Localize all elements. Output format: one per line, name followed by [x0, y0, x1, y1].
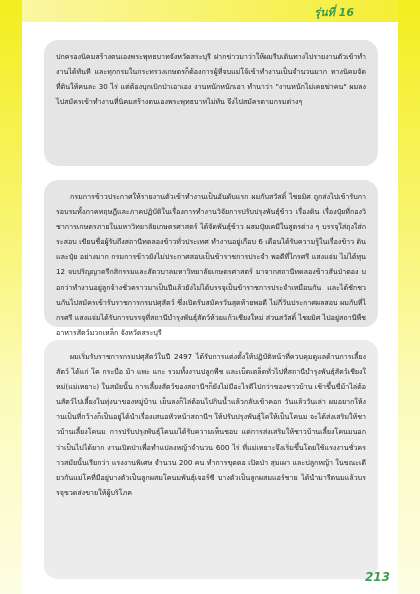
left-decorative-band [0, 0, 22, 594]
round-label: รุ่นที่ 16 [314, 6, 354, 19]
text-panel-1 [44, 40, 378, 166]
page-number: 213 [364, 570, 390, 584]
paragraph-1: ปกครองนิคมสร้างตนเองพระพุทธบาทจังหวัดสระบุรี ฝากข่าวมาว่าให้ผมรีบเดินทางไปรายงานตัวเข้าทำงานได้ทันที และทุกกรมในกระทรวงเกษตรก็ต้องการผู้ที่จบแม่โจ้เข้าทำงานเป็นจำนวนมาก ทางนิคมจัดที่ดินให้คนละ 30 ไร่ แต่ต้องบุกเบิกป่าเอาเอง งานหนักหนักเอา ทำนาว่า "งานหนักไม่เคยฆ่าคน" ผมลงไปสมัครเข้าทำงานที่นิคมสร้างตนเองพระพุทธบาทไม่ทัน จึงไปสมัครตามกรมต่างๆ [56, 52, 366, 107]
paragraph-2: กรมการข้าวประกาศให้รายงานตัวเข้าทำงานเป็นอันดับแรก ผมกับสวัสดิ์ ไชยมิศ ถูกส่งไปเข้ารับการอบรมทั้งภาคทฤษฎีและภาคปฏิบัติในเรื่องการทำงานวิจัยการปรับปรุงพันธุ์ข้าว เรื่องดิน เรื่องปุ๋ยที่กองวิชาการเกษตรภายในมหาวิทยาลัยเกษตรศาสตร์ ได้จัดพันธุ์ข้าว ผสมปุ๋ยเคมีในสูตรต่าง ๆ บรรจุใส่ถุงใส่กระสอบ เขียนชื่อผู้รับถึงสถานีทดลองข้าวทั่วประเทศ ทำงานอยู่เกือบ 6 เดือนได้รับความรู้ในเรื่องข้าว ดินและปุ๋ย อย่างมาก กรมการข้าวยังไม่ประกาศสอบเป็นข้าราชการประจำ พอดีที่ไกรศรี แสงแจ่ม ไม่ได้ทุน 12 จบปริญญาตรีกสิกรรมและสัตวบาลมหาวิทยาลัยเกษตรศาสตร์ มาจากสถานีทดลองข้าวสันป่าตอง บอกว่าทำงานอยู่ลูกจ้างชั่วคราวมาเป็นปีแล้วยังไม่ได้บรรจุเป็นข้าราชการประจำเหมือนกัน และได้ชักชวนกันไปสมัครเข้ารับราชการกรมปศุสัตว์ ซึ่งเปิดรับสมัครวันสุดท้ายพอดี ไม่กี่วันประกาศผลสอบ ผมกับที่ไกรศรี แสงแจ่มได้รับการบรรจุที่สถานีบำรุงพันธุ์สัตว์ห้วยแก้วเชียงใหม่ ส่วนสวัสดิ์ ไชยมิศ ไปอยู่สถานีพืชอาหารสัตว์มวกเหล็ก จังหวัดสระบุรี [56, 192, 366, 337]
header-bar [22, 0, 398, 22]
right-decorative-band [398, 0, 420, 594]
text-panel-3 [44, 340, 378, 579]
paragraph-3: ผมเริ่มรับราชการกรมปศุสัตว์ในปี 2497 ได้รับการแต่งตั้งให้ปฏิบัติหน้าที่ควบคุมดูแลด้านการเลี้ยงสัตว์ ได้แก่ โค กระบือ ม้า แพะ แกะ รวมทั้งงานปลูกพืช และเบ็ดเตล็ดทั่วไปที่สถานีบำรุงพันธุ์สัตว์เชียงใหม่(แม่เหยาะ) ในสมัยนั้น การเลี้ยงสัตว์ของสถานีฯก็ยังไม่มีอะไรดีไปกว่าของชาวบ้าน เช้าขึ้นขี่ม้าไล่ต้อนสัตว์ไปเลี้ยงในทุ่งนาของหมู่บ้าน เย็นลงก็ไล่ต้อนไปกินน้ำแล้วกลับเข้าคอก วันแล้ววันเล่า ผมอยากให้งานเป็นที่กว้างก็เป็นอยู่ได้นำเรื่องเสนอหัวหน้าสถานีฯ ให้ปรับปรุงพันธุ์โคให้เป็นโคนม จะได้ส่งเสริมให้ชาวบ้านเลี้ยงโคนม การปรับปรุงพันธุ์โคนมได้รับความเห็นชอบ แต่การส่งเสริมให้ชาวบ้านเลี้ยงโคนมนอกว่าเป็นไปได้ยาก งานเปิดป่าเพื่อทำแปลงหญ้าจำนวน 600 ไร่ ที่แม่เหยาะจึงเริ่มขึ้นโดยใช้แรงงานชั่วคราวสมัยนั้นเรียกว่า แรงงานพิเศษ จำนวน 200 คน ทำการขุดตอ เปิดป่า สุมเผา และปลูกหญ้า ในขณะเดียวกันแม่โคที่มีอยู่บางตัวเป็นลูกผสมโคนมพันธุ์เจอร์ซี บางตัวเป็นลูกผสมแอร์ชาย ได้นำมารีดนมแล้วบรรจุขวดส่งขายให้ผู้บริโภค [56, 352, 366, 497]
text-panel-2 [44, 180, 378, 337]
